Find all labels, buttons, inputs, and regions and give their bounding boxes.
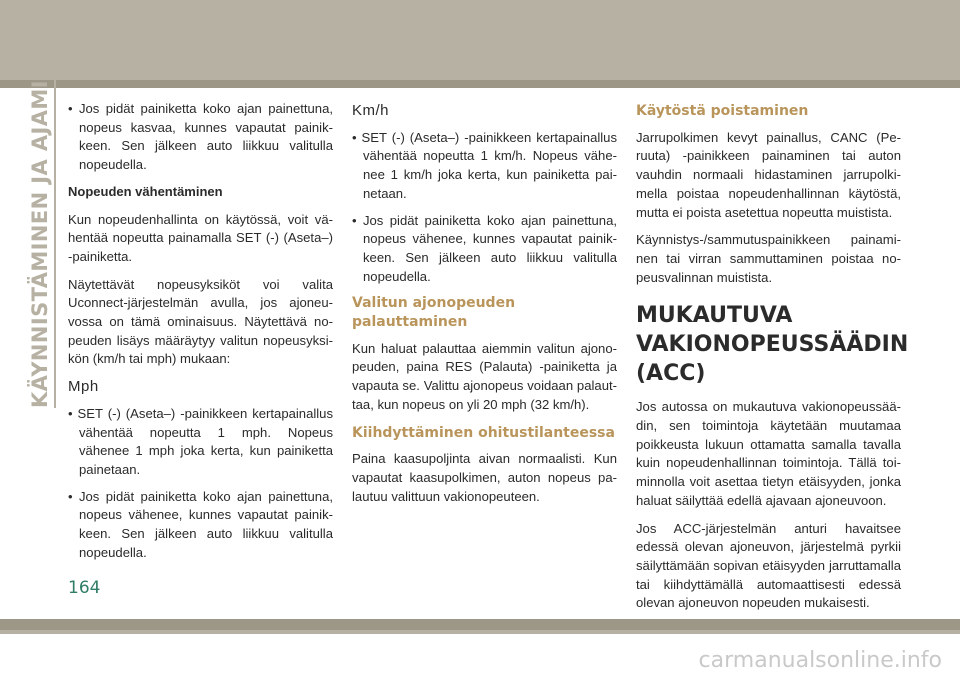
paragraph-acc-sensor: Jos ACC-järjestelmän anturi havaitsee edessä olevan ajoneuvon, järjestelmä pyrkii säilyttämään sopivan etäisyyden jarruttamalla tai kiihdyttämällä automaattisesti edessä olevan ajoneuvon nopeuden mukaisesti.: [636, 520, 901, 611]
heading-kmh: Km/h: [352, 102, 390, 119]
paragraph-reduce: Kun nopeudenhallinta on käytössä, voit vähentää nopeutta painamalla SET (-) (Aseta–) -painiketta.: [68, 211, 333, 264]
bullet-mph-hold: • Jos pidät painiketta koko ajan painettuna, nopeus vähenee, kunnes vapautat painikkeen. Sen jälkeen auto liikkuu valitulla nopeudella.: [68, 488, 333, 560]
heading-resume-speed: Valitun ajonopeuden palauttaminen: [352, 295, 516, 331]
page-number: 164: [68, 578, 101, 598]
paragraph-acc-intro: Jos autossa on mukautuva vakionopeussäädin, sen toimintoja käytetään muutamaa poikkeusta lukuun ottamatta samalla tavalla kuin nopeudenhallinnan toimintoja. Tällä toiminnolla voit asettaa tietyn etäisyyden, jonka haluat säilyttää edellä ajavaan ajoneuvoon.: [636, 399, 901, 508]
column-2: [352, 100, 617, 515]
paragraph-units: Näytettävät nopeusyksiköt voi valita Uconnect-järjestelmän avulla, jos ajoneuvossa on tämä ominaisuus. Näytettävä nopeuden lisäys määräytyy valitun nopeusyksikön (km/h tai mph) mukaan:: [68, 276, 333, 367]
bullet-kmh-press: • SET (-) (Aseta–) -painikkeen kertapainallus vähentää nopeutta 1 km/h. Nopeus vähenee 1 km/h joka kerta, kun painiketta painetaan.: [352, 129, 617, 201]
column-3: [636, 100, 909, 622]
bullet-mph-press: • SET (-) (Aseta–) -painikkeen kertapainallus vähentää nopeutta 1 mph. Nopeus vähenee 1 mph joka kerta, kun painiketta painetaan.: [68, 405, 333, 477]
bullet-increase-hold: • Jos pidät painiketta koko ajan painettuna, nopeus kasvaa, kunnes vapautat painikkeen. Sen jälkeen auto liikkuu valitulla nopeudella.: [68, 101, 333, 173]
footer-band-stripe: [0, 630, 960, 634]
paragraph-passing: Paina kaasupoljinta aivan normaalisti. Kun vapautat kaasupolkimen, auton nopeus palautuu valittuun vakionopeuteen.: [352, 451, 617, 504]
heading-mph: Mph: [68, 378, 99, 396]
paragraph-deactivate: Jarrupolkimen kevyt painallus, CANC (Peruuta) -painikkeen painaminen tai auton vauhdin normaali hidastaminen jarrupolkimella poistaa nopeudenhallinnan käytöstä, mutta ei poista asetettua nopeutta muistista.: [636, 129, 901, 220]
header-band-stripe: [0, 80, 960, 88]
heading-reduce-speed: Nopeuden vähentäminen: [68, 183, 223, 199]
footer-band: [0, 619, 960, 630]
watermark: carmanualsonline.info: [698, 648, 942, 673]
paragraph-memory: Käynnistys-/sammutuspainikkeen painaminen tai virran sammuttaminen poistaa nopeusvalinnan muistista.: [636, 232, 901, 285]
chapter-title: KÄYNNISTÄMINEN JA AJAMINEN: [28, 29, 52, 408]
heading-deactivate: Käytöstä poistaminen: [636, 103, 809, 119]
column-1: [68, 100, 333, 570]
heading-passing: Kiihdyttäminen ohitustilanteessa: [352, 424, 615, 441]
chapter-tab: [26, 29, 54, 408]
heading-acc: MUKAUTUVA VAKIONOPEUSSÄÄDIN (ACC): [636, 303, 909, 387]
header-band: [0, 0, 960, 88]
paragraph-resume: Kun haluat palauttaa aiemmin valitun ajonopeuden, paina RES (Palauta) -painiketta ja vapauta se. Valittu ajonopeus voidaan palauttaa, kun nopeus on yli 20 mph (32 km/h).: [352, 340, 617, 412]
bullet-kmh-hold: • Jos pidät painiketta koko ajan painettuna, nopeus vähenee, kunnes vapautat painikkeen. Sen jälkeen auto liikkuu valitulla nopeudella.: [352, 212, 617, 284]
